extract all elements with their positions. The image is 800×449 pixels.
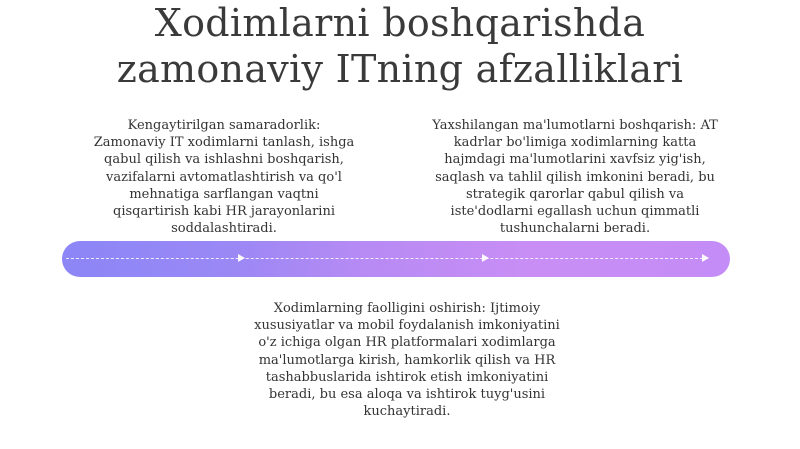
arrow-right-icon (238, 254, 245, 262)
timeline-dashed-line (66, 258, 708, 259)
text-line: kadrlar bo'limiga xodimlarning katta (453, 135, 697, 151)
page-title (0, 0, 800, 92)
text-line: mehnatiga sarflangan vaqtni (129, 186, 319, 202)
text-line: Xodimlarning faolligini oshirish: Ijtimoiy (273, 301, 541, 316)
text-line: soddalashtiradi. (171, 221, 277, 237)
text-line: Zamonaviy IT xodimlarni tanlash, ishga (93, 135, 355, 151)
text-line: Kengaytirilgan samaradorlik: (127, 118, 321, 133)
title-line-1: Xodimlarni boshqarishda (154, 1, 646, 45)
title-line-2: zamonaviy ITning afzalliklari (116, 47, 684, 91)
benefit-engagement (222, 300, 592, 420)
text-line: saqlash va tahlil qilish imkonini beradi, bu (435, 169, 715, 185)
text-line: ma'lumotlarga kirish, hamkorlik qilish va HR (258, 352, 556, 368)
benefit-efficiency (60, 117, 388, 237)
text-line: tushunchalarni beradi. (499, 221, 651, 237)
text-line: tashabbuslarida ishtirok etish imkoniyatini (265, 369, 549, 385)
timeline-bar (62, 241, 730, 277)
text-line: strategik qarorlar qabul qilish va (466, 186, 684, 202)
benefit-data-management (410, 117, 740, 237)
text-line: iste'dodlarni egallash uchun qimmatli (450, 204, 700, 220)
arrow-right-icon (702, 254, 709, 262)
text-line: o'z ichiga olgan HR platformalari xodimlarga (258, 335, 556, 351)
text-line: hajmdagi ma'lumotlarini xavfsiz yig'ish, (444, 152, 706, 168)
arrow-right-icon (482, 254, 489, 262)
text-line: Yaxshilangan ma'lumotlarni boshqarish: AT (432, 118, 718, 133)
text-line: qabul qilish va ishlashni boshqarish, (104, 152, 344, 168)
text-line: xususiyatlar va mobil foydalanish imkoniyatini (254, 318, 560, 334)
text-line: qisqartirish kabi HR jarayonlarini (113, 204, 335, 220)
text-line: vazifalarni avtomatlashtirish va qo'l (106, 169, 342, 185)
text-line: kuchaytiradi. (363, 404, 451, 420)
text-line: beradi, bu esa aloqa va ishtirok tuyg'usini (268, 387, 546, 403)
